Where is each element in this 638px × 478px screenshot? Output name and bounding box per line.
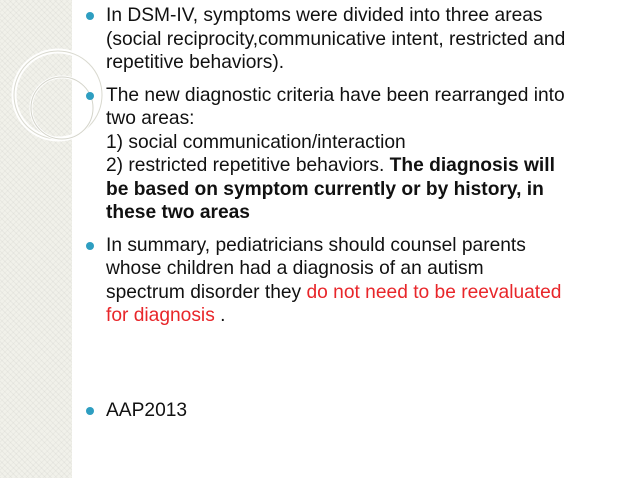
bullet-line: In DSM-IV, symptoms were divided into three areas: [106, 5, 543, 26]
bold-emphasis-line: be based on symptom currently or by history, in: [106, 178, 544, 200]
red-emphasis-text: do not need to be reevaluated: [306, 281, 562, 303]
bold-emphasis-line: these two areas: [106, 202, 250, 223]
bullet-line: repetitive behaviors).: [106, 52, 285, 73]
bullet-line: 1) social communication/interaction: [106, 131, 406, 153]
bullet-dot-icon: [86, 407, 94, 415]
bold-emphasis-text: The diagnosis will: [389, 155, 555, 176]
bullet-item-summary: [86, 234, 626, 328]
bullet-text: .: [214, 305, 226, 326]
bullet-item-reference: [86, 399, 626, 423]
bullet-line: two areas:: [106, 108, 195, 129]
bullet-item-dsm-iv: [86, 4, 626, 75]
bullet-list: [86, 4, 626, 422]
bullet-item-new-criteria: [86, 84, 626, 225]
bullet-text: 2) restricted repetitive behaviors.: [106, 155, 390, 176]
bullet-line: The new diagnostic criteria have been rearranged into: [106, 84, 565, 106]
bullet-line-mixed: [106, 304, 626, 328]
reference-text: AAP2013: [106, 399, 188, 421]
bullet-line: (social reciprocity,communicative intent, restricted and: [106, 28, 566, 50]
bullet-text: spectrum disorder they: [106, 281, 307, 303]
bullet-line-mixed: [106, 281, 626, 305]
bullet-dot-icon: [86, 92, 94, 100]
bullet-line-mixed: [106, 154, 626, 178]
bullet-line: In summary, pediatricians should counsel parents: [106, 234, 526, 256]
red-emphasis-text: for diagnosis: [106, 305, 215, 326]
bullet-dot-icon: [86, 242, 94, 250]
bullet-line: whose children had a diagnosis of an autism: [106, 258, 484, 279]
bullet-dot-icon: [86, 12, 94, 20]
